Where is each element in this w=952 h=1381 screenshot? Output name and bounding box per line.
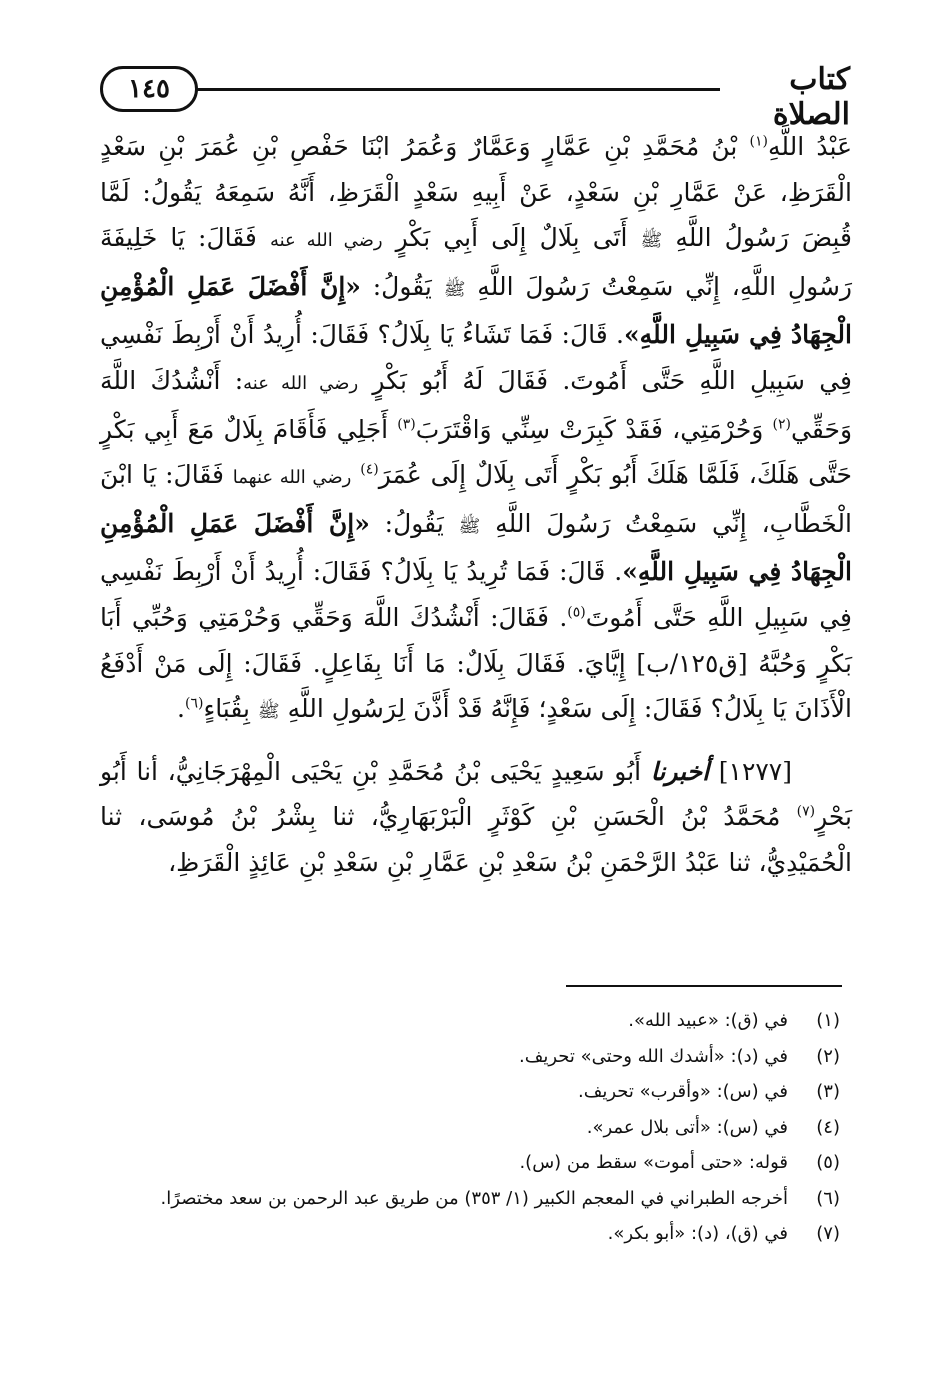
text-span: . قَالَ: فَمَا تُرِيدُ يَا بِلَالُ؟ فَقَالَ: أُرِيدُ أَنْ أَرْبِطَ نَفْسِي فِي سَبِيلِ اللَّهِ حَتَّى أَمُوتَ: [100, 557, 852, 632]
honorific-glyph: ﷺ: [640, 230, 663, 252]
text-span: عَبْدُ اللَّهِ: [768, 132, 852, 161]
footnote-ref: (٦): [184, 695, 204, 712]
chain-keyword: أخبرنا: [650, 756, 710, 786]
footnote-item: [100, 1181, 840, 1217]
footnote-text: قوله: «حتى أموت» سقط من (س).: [519, 1152, 788, 1173]
footnote-item: [100, 1074, 840, 1110]
footnote-ref: (١): [749, 133, 768, 150]
text-span: . قَالَ: فَمَا تَشَاءُ يَا بِلَالُ؟ فَقَالَ: أُرِيدُ أَنْ أَرْبِطَ نَفْسِي فِي سَبِيلِ اللَّهِ حَتَّى أَمُوتَ. فَقَالَ لَهُ أَبُو بَكْرٍ: [100, 320, 852, 395]
footnote-number: (٦): [816, 1187, 840, 1209]
text-span: مُحَمَّدُ بْنُ الْحَسَنِ بْنِ كَوْثَرٍ الْبَرْبَهَارِيُّ، ثنا بِشْرُ بْنُ مُوسَى، ثنا الْحُمَيْدِيُّ، ثنا عَبْدُ الرَّحْمَنِ بْنُ سَعْدِ بْنِ عَمَّارِ بْنِ سَعْدِ بْنِ عَائِذٍ الْقَرَظِ،: [100, 802, 852, 877]
footnote-number: (٧): [816, 1223, 840, 1244]
footnote-text: في (ق): «عبيد الله».: [628, 1010, 788, 1031]
text-span: يَقُولُ:: [360, 271, 444, 301]
text-span: فَقَالَ: يَا ابْنَ الْخَطَّابِ، إِنِّي سَمِعْتُ رَسُولَ اللَّهِ: [100, 460, 852, 538]
text-span: .: [177, 694, 185, 724]
footnote-number: (٣): [816, 1081, 840, 1102]
text-span: بِقُبَاءٍ: [203, 694, 258, 724]
honorific-glyph: ﷺ: [443, 278, 466, 300]
footnote-ref: (٥): [567, 604, 586, 621]
page-header: [100, 62, 850, 132]
text-span: : أَنْشُدُكَ اللَّهَ وَحَقِّي: [100, 365, 853, 444]
honorific-glyph: رضي الله عنه: [243, 372, 359, 394]
main-text: [100, 124, 852, 886]
text-span: أَتَى بِلَالٌ إِلَى أَبِي بَكْرٍ: [382, 223, 641, 253]
page-number: ١٤٥: [100, 66, 198, 112]
footnote-text: في (س): «وأقرب» تحريف.: [578, 1081, 788, 1102]
text-span: بْنُ مُحَمَّدِ بْنِ عَمَّارٍ وَعَمَّارٌ وَعُمَرُ ابْنَا حَفْصِ بْنِ عُمَرَ بْنِ سَعْدٍ الْقَرَظِ، عَنْ عَمَّارِ بْنِ سَعْدٍ، عَنْ أَبِيهِ سَعْدٍ الْقَرَظِ، أَنَّهُ سَمِعَهُ يَقُولُ: لَمَّا قُبِضَ رَسُولُ اللَّهِ: [100, 132, 852, 253]
text-span: . فَقَالَ: أَنْشُدُكَ اللَّهَ وَحَقِّي وَحُرْمَتِي وَحُبِّي أَبَا بَكْرٍ وَحُبَّهُ [ق١٢٥/ب] إِيَّايَ. فَقَالَ بِلَالٌ: مَا أَنَا بِفَاعِلٍ. فَقَالَ: إِلَى مَنْ أَدْفَعُ الْأَذَانَ يَا بِلَالُ؟ فَقَالَ: إِلَى سَعْدٍ؛ فَإِنَّهُ قَدْ أَذَّنَ لِرَسُولِ اللَّهِ: [100, 602, 853, 724]
footnote-number: (٥): [816, 1152, 840, 1173]
footnote-item: [100, 1110, 840, 1146]
footnote-ref: (٢): [772, 416, 791, 433]
footnote-separator: [566, 985, 842, 987]
header-rule: [196, 88, 720, 91]
hadith-number: [١٢٧٧]: [709, 756, 792, 786]
footnote-text: في (ق)، (د): «أبو بكر».: [607, 1223, 788, 1244]
text-span: يَقُولُ:: [369, 508, 459, 538]
footnote-ref: (٧): [796, 803, 816, 820]
text-span: أَبُو سَعِيدٍ يَحْيَى بْنُ مُحَمَّدِ بْنِ يَحْيَى الْمِهْرَجَانِيُّ، أنا أَبُو بَحْرٍ: [100, 756, 852, 832]
paragraph-hadith-1276: [100, 124, 852, 735]
text-span: أَجَلِي فَأَقَامَ بِلَالٌ مَعَ أَبِي بَكْرٍ حَتَّى هَلَكَ، فَلَمَّا هَلَكَ أَبُو بَكْرٍ أَتَى بِلَالٌ إِلَى عُمَرَ: [100, 414, 852, 490]
footnote-number: (٢): [816, 1045, 840, 1067]
running-title: كتاب الصلاة: [772, 62, 850, 132]
footnote-text: في (س): «أتى بلال عمر».: [586, 1116, 788, 1138]
footnote-number: (١): [816, 1010, 840, 1031]
footnote-ref: (٣): [397, 416, 416, 433]
footnote-text: في (د): «أشدك الله وحتى» تحريف.: [518, 1045, 788, 1067]
footnote-item: [100, 1003, 840, 1039]
hadith-quote: «إِنَّ أَفْضَلَ عَمَلِ الْمُؤْمِنِ الْجِهَادُ فِي سَبِيلِ اللَّهِ»: [100, 271, 852, 350]
honorific-glyph: رضي الله عنهما: [232, 467, 352, 489]
footnote-text: أخرجه الطبراني في المعجم الكبير (١/ ٣٥٣) من طريق عبد الرحمن بن سعد مختصرًا.: [160, 1187, 788, 1209]
footnote-ref: (٤): [360, 461, 379, 478]
footnote-item: [100, 1039, 840, 1075]
text-span: فَقَالَ: يَا خَلِيفَةَ رَسُولِ اللَّهِ، إِنِّي سَمِعْتُ رَسُولَ اللَّهِ: [100, 223, 853, 301]
hadith-quote: «إِنَّ أَفْضَلَ عَمَلِ الْمُؤْمِنِ الْجِهَادُ فِي سَبِيلِ اللَّهِ»: [100, 508, 852, 587]
honorific-glyph: ﷺ: [458, 515, 481, 537]
paragraph-hadith-1277: [100, 749, 852, 886]
footnote-item: [100, 1145, 840, 1181]
honorific-glyph: ﷺ: [257, 701, 280, 723]
honorific-glyph: رضي الله عنه: [269, 230, 383, 252]
footnote-number: (٤): [816, 1116, 840, 1138]
text-span: وَحُرْمَتِي، فَقَدْ كَبِرَتْ سِنِّي وَاقْتَرَبَ: [415, 414, 773, 444]
footnotes: [100, 1003, 840, 1252]
footnote-item: [100, 1216, 840, 1252]
